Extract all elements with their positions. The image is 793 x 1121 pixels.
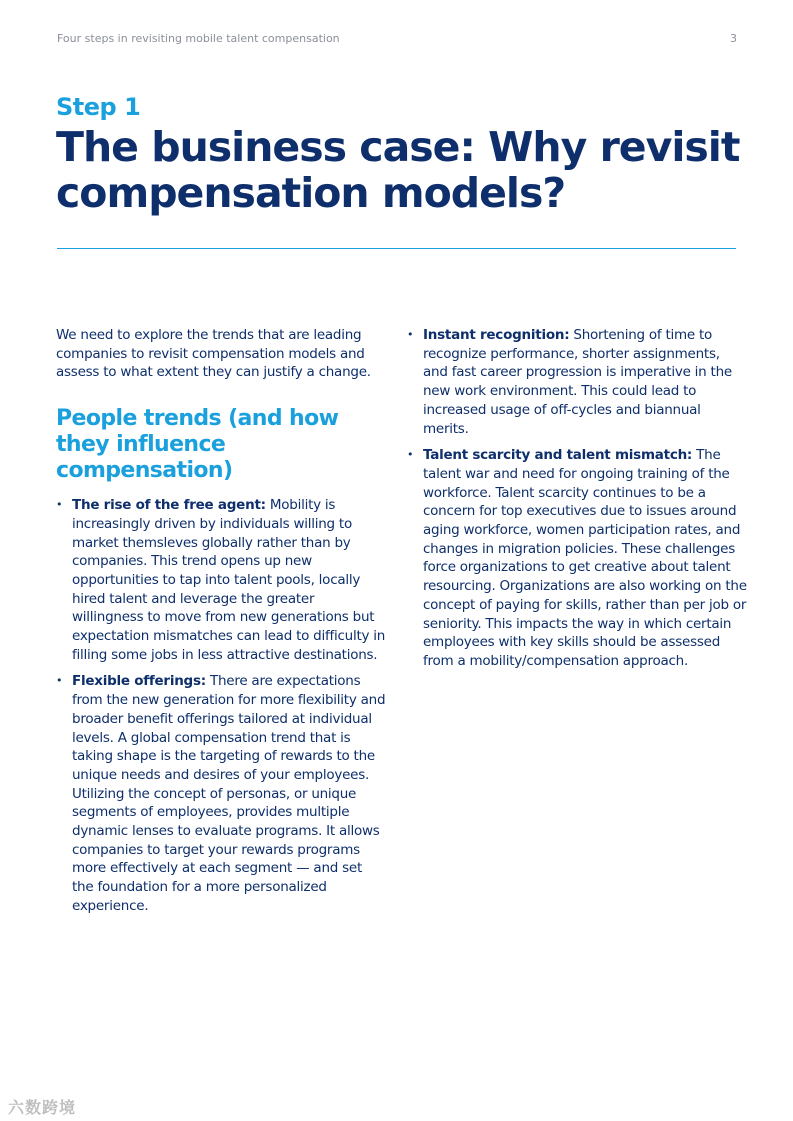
bullet-text: Mobility is increasingly driven by individuals willing to market themsleves globally rather than by companies. This trend opens up new opportunities to tap into talent pools, locally hired talent and leverage the greater willingness to move from new generations but expectation mismatches can lead to difficulty in filling some jobs in less attractive destinations. (72, 497, 386, 663)
step-label: Step 1 (56, 93, 141, 121)
title-divider (57, 248, 736, 249)
running-title: Four steps in revisiting mobile talent compensation (57, 32, 340, 45)
bullet-text: The talent war and need for ongoing training of the workforce. Talent scarcity continues to be a concern for top executives due to issues around aging workforce, women participation rates, and changes in migration policies. These challenges force organizations to get creative about talent resourcing. Organizations are also working on the concept of paying for skills, rather than per job or seniority. This impacts the way in which certain employees with key skills should be assessed from a mobility/compensation approach. (423, 447, 747, 669)
bullet-lead: Talent scarcity and talent mismatch: (423, 447, 693, 464)
right-bullet-list (407, 326, 747, 671)
list-item (56, 496, 386, 664)
bullet-lead: Flexible offerings: (72, 673, 206, 690)
list-item (407, 446, 747, 670)
page-title: The business case: Why revisit compensation models? (56, 123, 740, 217)
right-column (407, 326, 747, 679)
bullet-text: Shortening of time to recognize performance, shorter assignments, and fast career progression is imperative in the new work environment. This could lead to increased usage of off-cycles and biannual merits. (423, 327, 732, 437)
watermark-logo: 六数跨境 (8, 1098, 77, 1117)
left-bullet-list (56, 496, 386, 915)
list-item (56, 672, 386, 915)
section-heading: People trends (and how they influence compensation) (56, 406, 339, 484)
intro-paragraph: We need to explore the trends that are leading companies to revisit compensation models and assess to what extent they can justify a change. (56, 327, 371, 381)
bullet-icon: • (56, 498, 63, 512)
bullet-icon: • (407, 328, 414, 341)
bullet-icon: • (56, 674, 63, 688)
bullet-lead: Instant recognition: (423, 327, 570, 343)
left-column (56, 326, 386, 924)
page-number: 3 (730, 32, 737, 45)
bullet-icon: • (407, 448, 414, 462)
bullet-text: There are expectations from the new generation for more flexibility and broader benefit offerings tailored at individual levels. A global compensation trend that is taking shape is the targeting of rewards to the unique needs and desires of your employees. Utilizing the concept of personas, or unique segments of employees, provides multiple dynamic lenses to evaluate programs. It allows companies to target your rewards programs more effectively at each segment — and set the foundation for a more personalized experience. (72, 673, 386, 914)
bullet-lead: The rise of the free agent: (72, 497, 266, 514)
list-item (407, 326, 747, 438)
